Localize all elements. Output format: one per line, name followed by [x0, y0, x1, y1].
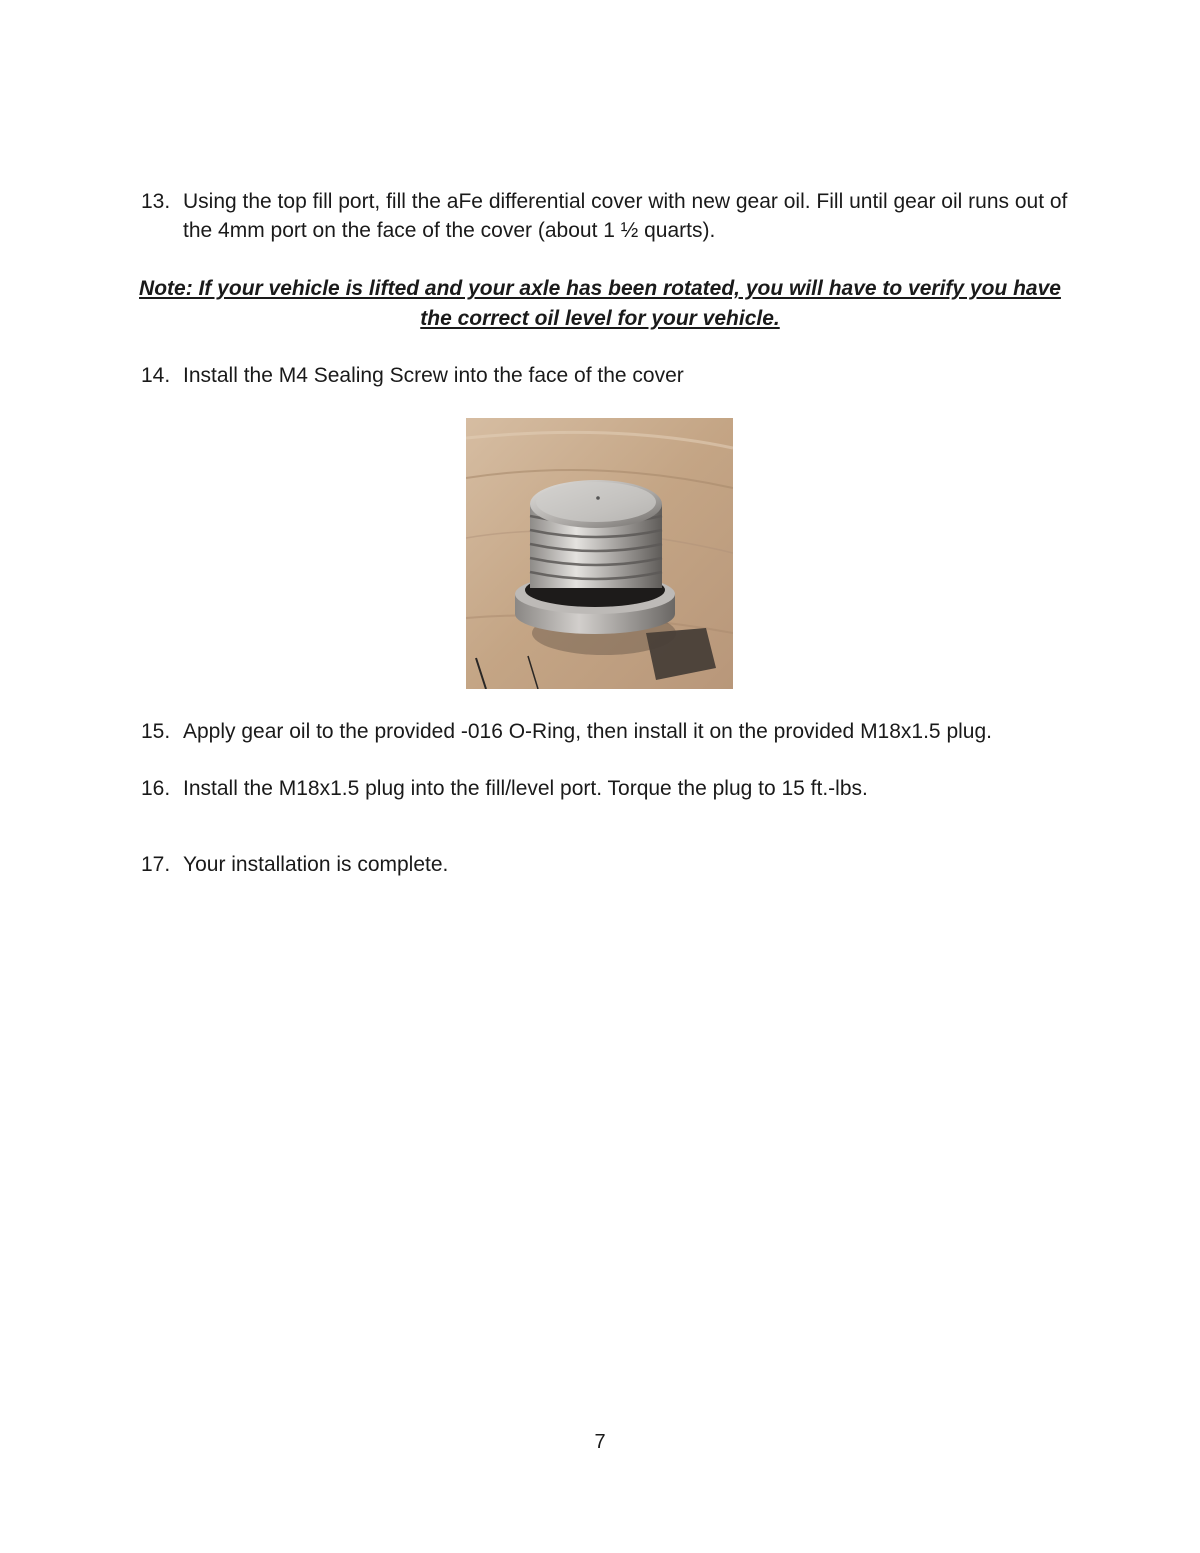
step-15	[141, 717, 1071, 746]
step-number: 16.	[141, 777, 171, 800]
step-text: Using the top fill port, fill the aFe differential cover with new gear oil. Fill until gear oil runs out of the 4mm port on the face of the cover (about 1 ½ quarts).	[183, 190, 1068, 242]
step-13	[141, 187, 1071, 245]
step-text: Install the M4 Sealing Screw into the face of the cover	[183, 364, 684, 387]
step-14	[141, 361, 1071, 390]
step-number: 15.	[141, 720, 171, 743]
step-17	[141, 850, 1071, 879]
sealing-plug-photo	[466, 418, 733, 689]
step-number: 17.	[141, 853, 171, 876]
page-number: 7	[594, 1431, 606, 1453]
step-text: Install the M18x1.5 plug into the fill/level port. Torque the plug to 15 ft.-lbs.	[183, 777, 868, 800]
step-16	[141, 774, 1071, 803]
step-text: Apply gear oil to the provided -016 O-Ring, then install it on the provided M18x1.5 plug.	[183, 720, 992, 743]
step-text: Your installation is complete.	[183, 853, 449, 876]
step-number: 14.	[141, 364, 171, 387]
step-number: 13.	[141, 190, 171, 213]
lifted-vehicle-note: Note: If your vehicle is lifted and your axle has been rotated, you will have to verify you have the correct oil level for your vehicle.	[139, 277, 1061, 330]
